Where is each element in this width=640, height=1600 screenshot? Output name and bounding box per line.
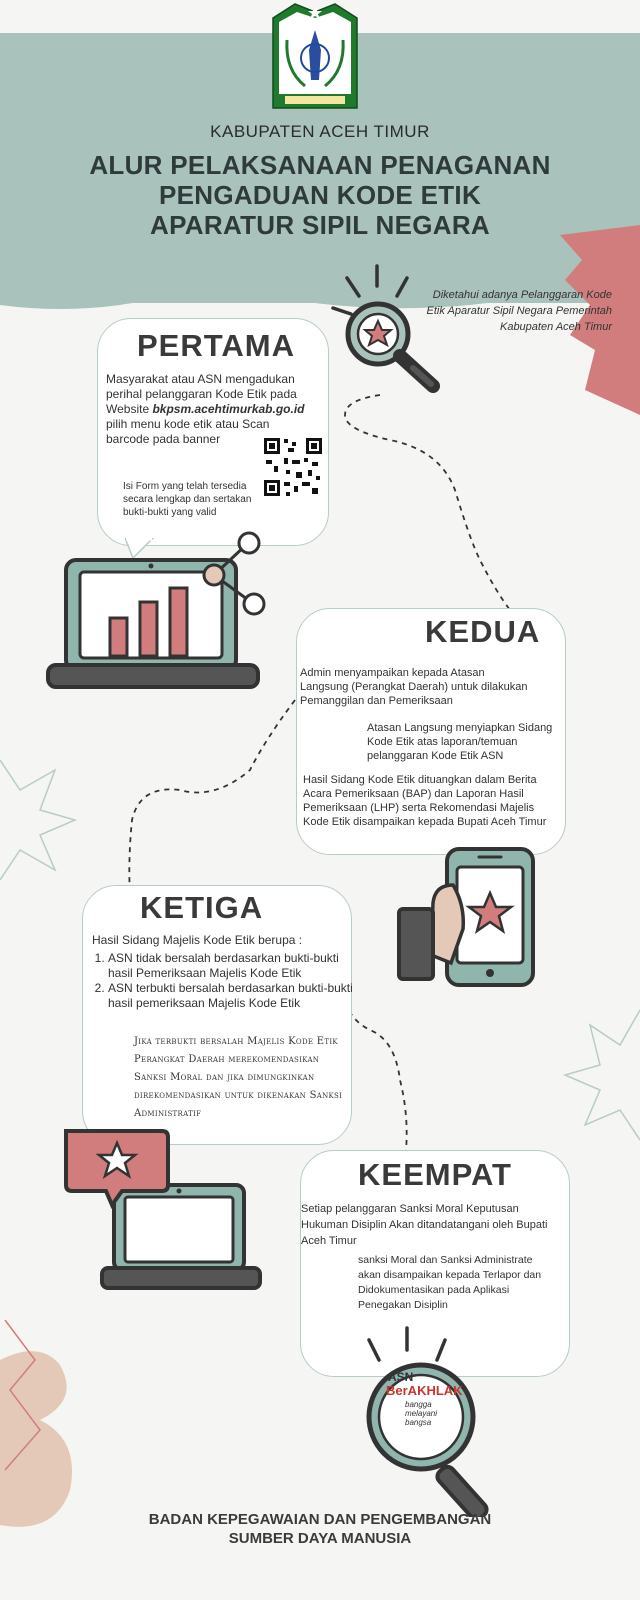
footer-line-2: SUMBER DAYA MANUSIA (228, 1530, 412, 1547)
laptop-star-icon (62, 1125, 267, 1295)
footer-line-1: BADAN KEPEGAWAIAN DAN PENGEMBANGAN (148, 1511, 492, 1528)
step3-intro: Hasil Sidang Majelis Kode Etik berupa : (92, 933, 303, 947)
decorative-sparkle-right (560, 1005, 640, 1145)
page-title (0, 150, 640, 240)
step3-result-item-1: 1. ASN tidak bersalah berdasarkan bukti-bukti hasil Pemeriksaan Majelis Kode Etik (108, 951, 358, 981)
hand-phone-star-icon (395, 845, 545, 990)
step1-text-tail: pilih menu kode etik atau Scan barcode pada banner (106, 417, 270, 446)
region-name: KABUPATEN ACEH TIMUR (210, 122, 430, 141)
title-line-2: PENGADUAN KODE ETIK (158, 180, 482, 210)
title-line-1: ALUR PELAKSANAAN PENAGANAN (89, 150, 551, 180)
decorative-sparkle-left (0, 740, 80, 890)
step2-heading: KEDUA (425, 614, 541, 649)
laptop-chart-icon (46, 530, 281, 695)
step1-heading: PERTAMA (137, 328, 295, 363)
step4-text-1: Setiap pelanggaran Sanksi Moral Keputusan Hukuman Disiplin Akan ditandatangani oleh Bupati Aceh Timur (301, 1203, 548, 1247)
badge-asn: ASN (388, 1370, 414, 1384)
step1-text-lead: Masyarakat atau ASN mengadukan perihal pelanggaran Kode Etik pada Website (106, 372, 297, 416)
footer-agency (0, 1510, 640, 1548)
step2-text-1: Admin menyampaikan kepada Atasan Langsung (Perangkat Daerah) untuk dilakukan Pemanggilan dan Pemeriksaan (300, 667, 528, 707)
step4-heading: KEEMPAT (358, 1157, 512, 1192)
step2-text-2: Atasan Langsung menyiapkan Sidang Kode Etik atas laporan/temuan pelanggaran Kode Etik ASN (367, 722, 553, 762)
step3-result-item-2: 2. ASN terbukti bersalah berdasarkan bukti-bukti hasil pemeriksaan Majelis Kode Etik (108, 981, 358, 1011)
step3-note: Jika terbukti bersalah Majelis Kode Etik Perangkat Daerah merekomendasikan Sanksi Moral dan jika dimungkinkan direkomendasikan untuk dikenakan Sanksi Administratif (134, 1036, 343, 1119)
website-link[interactable]: bkpsm.acehtimurkab.go.id (152, 402, 305, 416)
title-line-3: APARATUR SIPIL NEGARA (150, 210, 490, 240)
step3-heading: KETIGA (140, 890, 264, 925)
step2-text-3: Hasil Sidang Kode Etik dituangkan dalam Berita Acara Pemeriksaan (BAP) dan Laporan Hasil Pemeriksaan (LHP) serta Rekomendasi Majelis Kode Etik disampaikan kepada Bupati Aceh Timur (303, 774, 547, 828)
badge-tagline: bangga melayani bangsa (405, 1400, 438, 1427)
step3-result-list (90, 951, 358, 1011)
qr-code-icon[interactable] (262, 436, 324, 498)
intro-text: Diketahui adanya Pelanggaran Kode Etik Aparatur Sipil Negara Pemerintah Kabupaten Aceh Timur (426, 289, 612, 333)
aceh-timur-logo (265, 0, 365, 112)
decorative-bottom-left (0, 1320, 90, 1540)
step1-note: Isi Form yang telah tersedia secara lengkap dan sertakan bukti-bukti yang valid (123, 481, 252, 518)
step4-text-2: sanksi Moral dan Sanksi Administrate akan disampaikan kepada Terlapor dan Didokumentasikan pada Aplikasi Penegakan Disiplin (358, 1254, 542, 1311)
badge-berakhlak: BerAKHLAK (386, 1383, 463, 1398)
